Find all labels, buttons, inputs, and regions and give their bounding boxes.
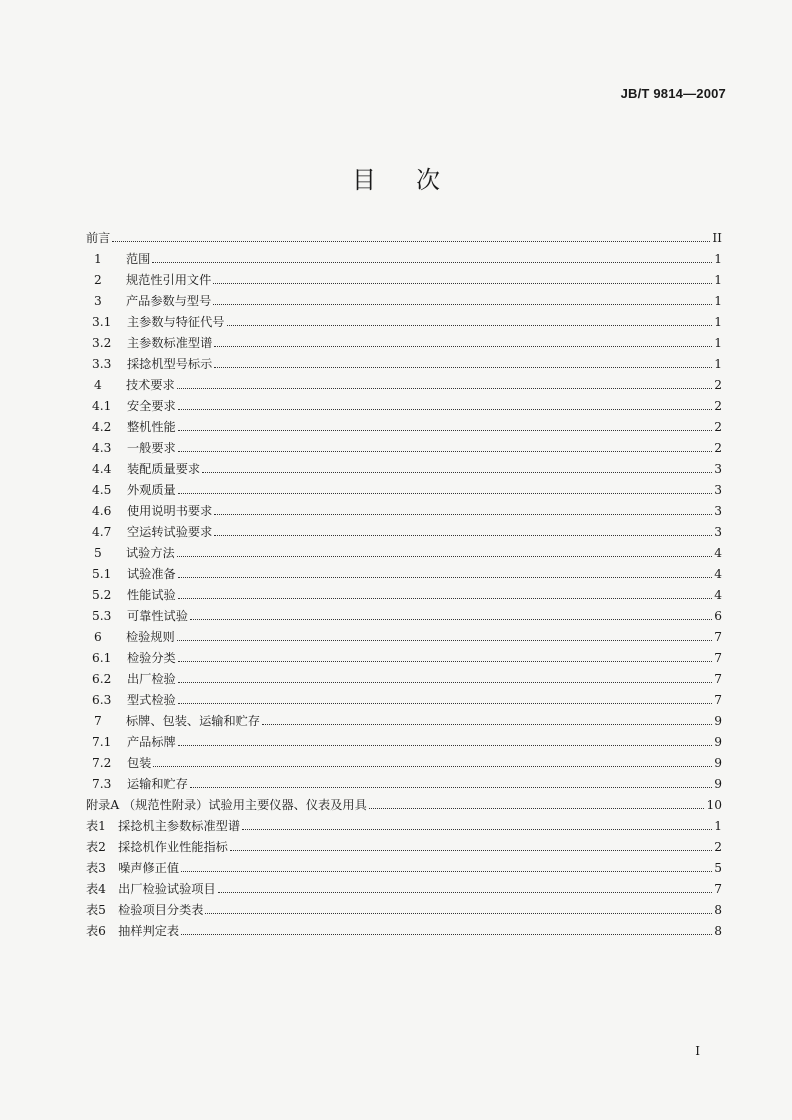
toc-entry-number: 2 — [94, 273, 102, 287]
toc-entry-page: 10 — [706, 798, 722, 812]
toc-entry-page: 7 — [714, 630, 722, 644]
toc-entry-number: 7.3 — [92, 777, 112, 791]
toc-entry-title: 主参数标准型谱 — [127, 336, 213, 350]
toc-entry-title: 范围 — [126, 252, 151, 266]
toc-entry[interactable] — [86, 686, 722, 707]
toc-entry-page: 9 — [714, 714, 722, 728]
toc-entry-title: 表3 噪声修正值 — [86, 861, 180, 875]
toc-entry-title: 装配质量要求 — [127, 462, 201, 476]
page-number: I — [695, 1044, 700, 1058]
toc-entry-page: 8 — [714, 903, 722, 917]
toc-entry[interactable] — [86, 644, 722, 665]
toc-entry-page: 1 — [714, 294, 722, 308]
toc-entry[interactable] — [86, 392, 722, 413]
toc-entry-title: 使用说明书要求 — [127, 504, 213, 518]
toc-entry-title: 一般要求 — [127, 441, 176, 455]
toc-entry-number: 3 — [94, 294, 102, 308]
toc-entry-page: 1 — [714, 252, 722, 266]
toc-entry-page: 4 — [714, 588, 722, 602]
toc-dot-leader — [227, 324, 713, 326]
toc-entry-title: 标牌、包装、运输和贮存 — [126, 714, 261, 728]
toc-entry-page: 3 — [714, 483, 722, 497]
toc-entry[interactable] — [86, 308, 722, 329]
toc-entry-page: 3 — [714, 525, 722, 539]
toc-entry[interactable] — [86, 245, 722, 266]
toc-entry-page: 7 — [714, 672, 722, 686]
toc-entry-title: 出厂检验 — [127, 672, 176, 686]
toc-entry-page: 9 — [714, 777, 722, 791]
toc-dot-leader — [202, 471, 712, 473]
toc-entry-title: 表5 检验项目分类表 — [86, 903, 204, 917]
toc-entry-page: 2 — [714, 420, 722, 434]
toc-dot-leader — [153, 765, 712, 767]
toc-entry[interactable] — [86, 329, 722, 350]
toc-entry[interactable] — [86, 539, 722, 560]
toc-entry[interactable] — [86, 224, 722, 245]
toc-entry-number: 3.2 — [92, 336, 112, 350]
toc-entry[interactable] — [86, 434, 722, 455]
toc-entry-page: 1 — [714, 336, 722, 350]
toc-entry-page: 4 — [714, 567, 722, 581]
toc-entry-number: 6 — [94, 630, 102, 644]
toc-entry-page: 1 — [714, 315, 722, 329]
toc-dot-leader — [178, 492, 712, 494]
toc-entry-page: 7 — [714, 882, 722, 896]
toc-entry-page: 1 — [714, 819, 722, 833]
toc-dot-leader — [190, 618, 712, 620]
toc-dot-leader — [181, 933, 712, 935]
toc-dot-leader — [369, 807, 705, 809]
toc-entry[interactable] — [86, 665, 722, 686]
toc-dot-leader — [178, 744, 712, 746]
toc-entry-title: 检验规则 — [126, 630, 175, 644]
toc-entry-title: 整机性能 — [127, 420, 176, 434]
toc-entry-page: 9 — [714, 735, 722, 749]
toc-entry-page: 2 — [714, 378, 722, 392]
toc-entry[interactable] — [86, 791, 722, 812]
toc-dot-leader — [112, 240, 710, 242]
toc-entry-title: 採捻机型号标示 — [127, 357, 213, 371]
toc-entry-page: 7 — [714, 651, 722, 665]
toc-entry-page: 1 — [714, 357, 722, 371]
toc-entry-number: 6.3 — [92, 693, 112, 707]
toc-dot-leader — [178, 597, 712, 599]
toc-entry-title: 表2 採捻机作业性能指标 — [86, 840, 228, 854]
toc-entry-number: 5.1 — [92, 567, 112, 581]
toc-entry-title: 前言 — [86, 231, 111, 245]
toc-entry[interactable] — [86, 749, 722, 770]
toc-entry-page: 2 — [714, 441, 722, 455]
toc-dot-leader — [190, 786, 712, 788]
toc-entry-page: 2 — [714, 840, 722, 854]
toc-dot-leader — [218, 891, 712, 893]
toc-dot-leader — [205, 912, 712, 914]
toc-dot-leader — [178, 702, 712, 704]
toc-dot-leader — [214, 345, 712, 347]
toc-entry[interactable] — [86, 917, 722, 938]
toc-dot-leader — [230, 849, 712, 851]
toc-entry-number: 3.3 — [92, 357, 112, 371]
toc-entry[interactable] — [86, 812, 722, 833]
toc-entry-number: 6.1 — [92, 651, 112, 665]
toc-entry-title: 安全要求 — [127, 399, 176, 413]
toc-dot-leader — [181, 870, 712, 872]
toc-entry-page: 4 — [714, 546, 722, 560]
toc-entry-number: 4.1 — [92, 399, 112, 413]
toc-dot-leader — [178, 660, 712, 662]
toc-entry-title: 表4 出厂检验试验项目 — [86, 882, 216, 896]
toc-entry-number: 6.2 — [92, 672, 112, 686]
toc-entry[interactable] — [86, 371, 722, 392]
toc-entry-title: 包装 — [127, 756, 152, 770]
toc-entry[interactable] — [86, 581, 722, 602]
toc-entry-title: 表1 採捻机主参数标准型谱 — [86, 819, 241, 833]
toc-entry[interactable] — [86, 833, 722, 854]
toc-entry-number: 5 — [94, 546, 102, 560]
toc-entry[interactable] — [86, 518, 722, 539]
toc-entry-page: 2 — [714, 399, 722, 413]
toc-entry-page: 8 — [714, 924, 722, 938]
toc-entry[interactable] — [86, 770, 722, 791]
toc-entry[interactable] — [86, 854, 722, 875]
toc-entry-title: 产品标牌 — [127, 735, 176, 749]
toc-entry-page: 3 — [714, 462, 722, 476]
toc-entry-page: 1 — [714, 273, 722, 287]
toc-dot-leader — [214, 513, 712, 515]
toc-entry-number: 4.7 — [92, 525, 112, 539]
standard-code: JB/T 9814—2007 — [620, 86, 726, 101]
toc-entry-title: 技术要求 — [126, 378, 175, 392]
toc-entry[interactable] — [86, 476, 722, 497]
toc-entry-page: 5 — [714, 861, 722, 875]
toc-dot-leader — [178, 429, 712, 431]
toc-entry[interactable] — [86, 266, 722, 287]
toc-dot-leader — [152, 261, 712, 263]
toc-entry-number: 7 — [94, 714, 102, 728]
toc-dot-leader — [262, 723, 712, 725]
toc-entry-number: 4 — [94, 378, 102, 392]
toc-dot-leader — [178, 576, 712, 578]
toc-entry-number: 3.1 — [92, 315, 112, 329]
toc-entry[interactable] — [86, 728, 722, 749]
toc-entry[interactable] — [86, 413, 722, 434]
toc-entry-title: 主参数与特征代号 — [127, 315, 225, 329]
toc-entry-page: 9 — [714, 756, 722, 770]
toc-dot-leader — [178, 681, 712, 683]
toc-entry-number: 1 — [94, 252, 102, 266]
toc-entry-title: 附录A （规范性附录）试验用主要仪器、仪表及用具 — [86, 798, 367, 812]
toc-entry[interactable] — [86, 896, 722, 917]
toc-entry[interactable] — [86, 287, 722, 308]
toc-entry[interactable] — [86, 455, 722, 476]
toc-entry-number: 7.2 — [92, 756, 112, 770]
toc-entry-title: 表6 抽样判定表 — [86, 924, 180, 938]
toc-dot-leader — [178, 408, 712, 410]
toc-entry-title: 规范性引用文件 — [126, 273, 212, 287]
toc-entry[interactable] — [86, 350, 722, 371]
toc-dot-leader — [242, 828, 712, 830]
toc-entry-page: II — [712, 231, 722, 245]
toc-entry-number: 4.2 — [92, 420, 112, 434]
toc-entry[interactable] — [86, 560, 722, 581]
toc-entry[interactable] — [86, 623, 722, 644]
toc-entry-title: 运输和贮存 — [127, 777, 188, 791]
toc-entry-title: 型式检验 — [127, 693, 176, 707]
toc-dot-leader — [214, 366, 712, 368]
toc-entry[interactable] — [86, 497, 722, 518]
toc-dot-leader — [213, 303, 712, 305]
toc-entry-title: 可靠性试验 — [127, 609, 188, 623]
toc-dot-leader — [177, 639, 712, 641]
toc-entry-title: 试验方法 — [126, 546, 175, 560]
toc-entry[interactable] — [86, 875, 722, 896]
toc-dot-leader — [213, 282, 712, 284]
toc-entry-number: 4.4 — [92, 462, 112, 476]
toc-entry-title: 性能试验 — [127, 588, 176, 602]
toc-dot-leader — [177, 387, 712, 389]
toc-entry-number: 4.5 — [92, 483, 112, 497]
toc-entry-number: 4.3 — [92, 441, 112, 455]
toc-entry-number: 7.1 — [92, 735, 112, 749]
toc-entry-title: 外观质量 — [127, 483, 176, 497]
toc-entry-number: 5.2 — [92, 588, 112, 602]
toc-entry-title: 检验分类 — [127, 651, 176, 665]
page-title: 目次 — [352, 166, 480, 194]
toc-entry-number: 4.6 — [92, 504, 112, 518]
toc-entry[interactable] — [86, 707, 722, 728]
toc-dot-leader — [177, 555, 712, 557]
toc-entry-title: 试验准备 — [127, 567, 176, 581]
toc-entry-page: 6 — [714, 609, 722, 623]
toc-entry-page: 7 — [714, 693, 722, 707]
toc-dot-leader — [214, 534, 712, 536]
toc-entry[interactable] — [86, 602, 722, 623]
table-of-contents — [86, 224, 722, 938]
toc-entry-title: 空运转试验要求 — [127, 525, 213, 539]
toc-entry-title: 产品参数与型号 — [126, 294, 212, 308]
toc-entry-page: 3 — [714, 504, 722, 518]
toc-entry-number: 5.3 — [92, 609, 112, 623]
toc-dot-leader — [178, 450, 712, 452]
